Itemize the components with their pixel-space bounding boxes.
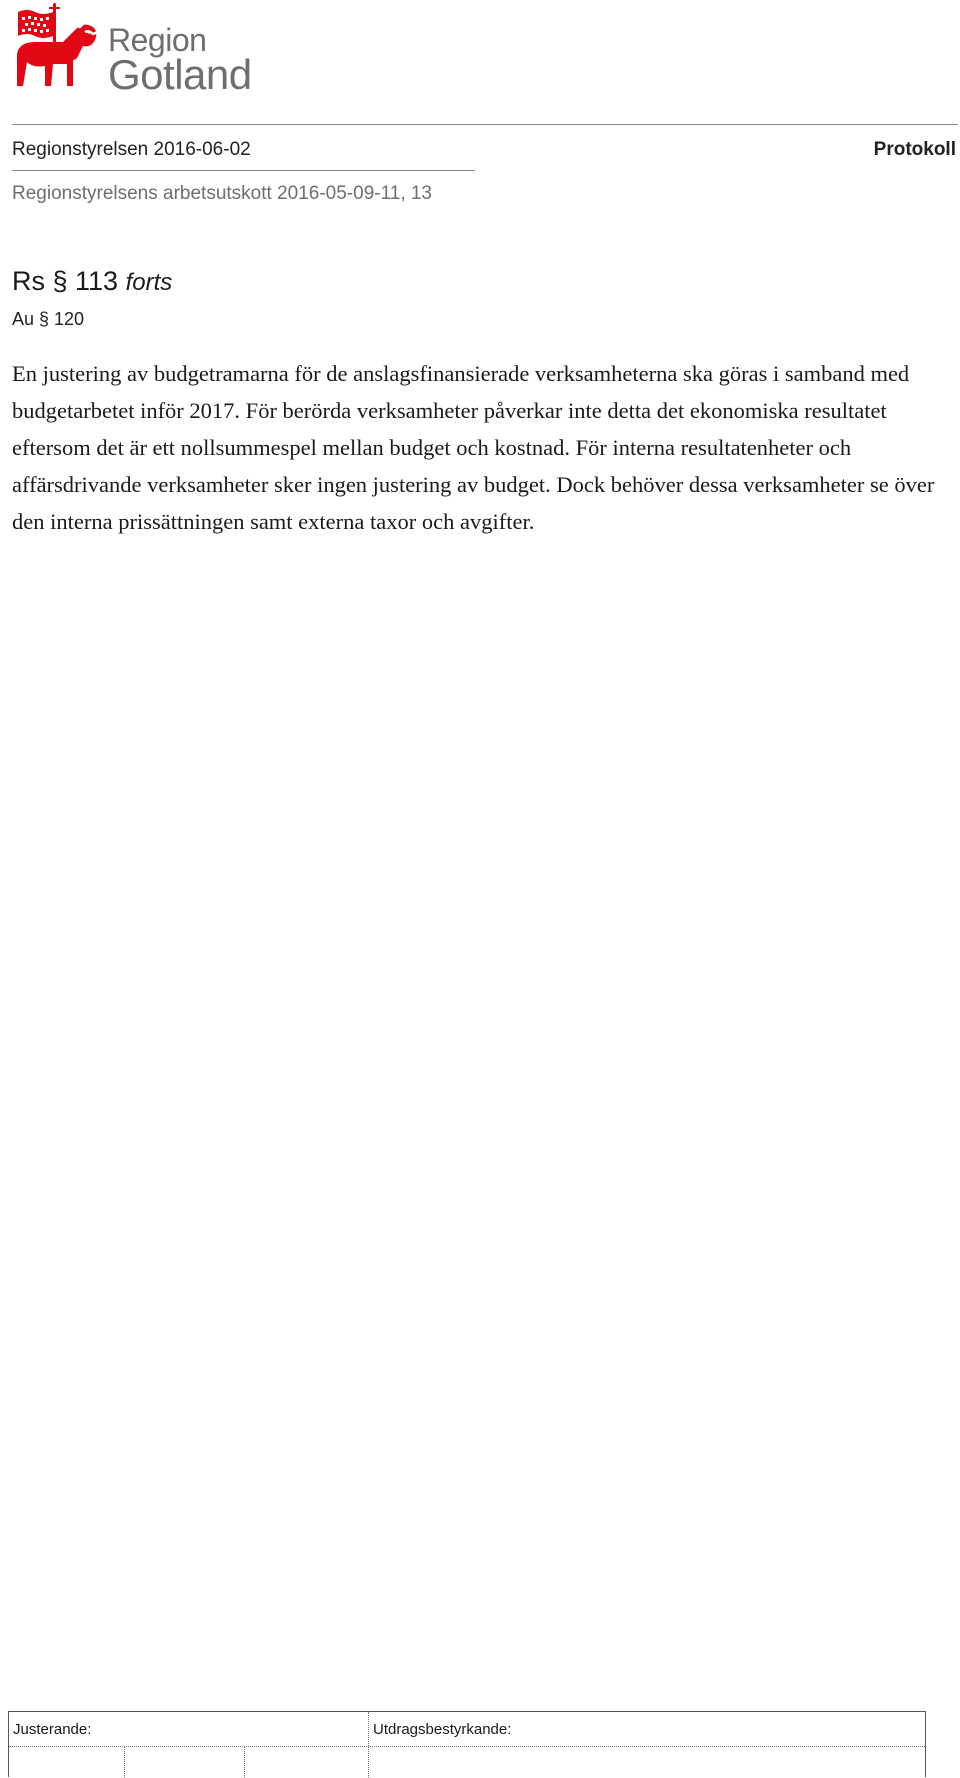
committee-subtitle: Regionstyrelsens arbetsutskott 2016-05-09-11, 13 [12,183,433,204]
section-reference: Au § 120 [12,309,85,329]
logo-line-region: Region [108,22,207,58]
logo-line-gotland: Gotland [108,51,252,98]
footer-label-row [9,1712,925,1747]
footer-signature-box-divider [244,1746,245,1778]
justerande-label: Justerande: [13,1721,92,1738]
footer-divider-main [368,1712,369,1778]
region-gotland-logo [13,2,252,98]
body-paragraph: En justering av budgetramarna för de anslagsfinansierade verksamheterna ska göras i samband med budgetarbetet inför 2017. För berörda verksamheter påverkar inte detta det ekonomiska resultatet eftersom det är ett nollsummespel mellan budget och kostnad. För interna resultatenheter och affärsdrivande verksamheter sker ingen justering av budget. Dock behöver dessa verksamheter se över den interna prissättningen samt externa taxor och avgifter. [12,361,935,534]
section-continued-label: forts [125,269,173,296]
ram-emblem-icon [13,2,103,92]
logo-wordmark [108,24,252,96]
footer-signature-box-divider [124,1746,125,1778]
meeting-title: Regionstyrelsen 2016-06-02 [12,139,251,160]
header-top-rule [12,124,958,125]
signature-footer [8,1711,926,1777]
body-text [12,355,947,540]
header-divider [12,170,475,171]
document-type: Protokoll [873,139,956,160]
section-number: Rs § 113 [12,266,119,296]
utdragsbestyrkande-label: Utdragsbestyrkande: [373,1721,512,1738]
section-heading [12,266,172,297]
